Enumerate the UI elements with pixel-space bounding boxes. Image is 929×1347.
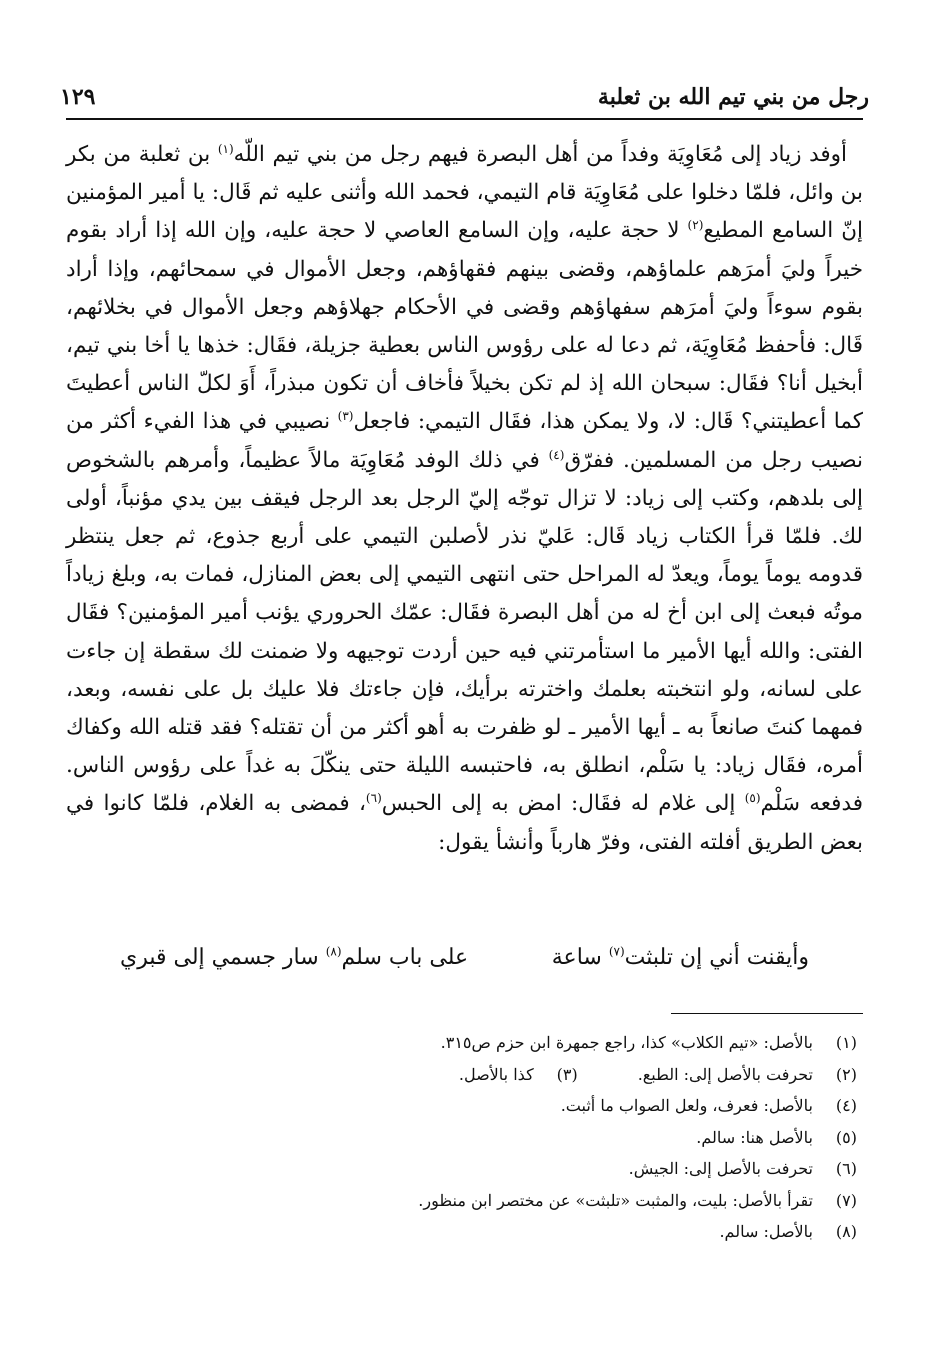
footnote-number: (٧) [835,1190,857,1210]
running-title: رجل من بني تيم الله بن ثعلبة [597,84,869,110]
footnote-ref: (٥) [744,791,761,806]
poem-hemistich-2 [120,945,468,985]
footnotes [66,1027,857,1248]
footnote-ref: (٣) [337,409,354,424]
footnote-text: بالأصل: فعرف، ولعل الصواب ما أثبت. [560,1096,813,1115]
hemistich-text: ساعة [551,945,609,970]
footnote-text: بالأصل: سالم. [719,1222,813,1241]
footnote-ref: (٦) [365,791,382,806]
footnote-text: كذا بالأصل. [458,1064,534,1084]
footnote-number: (٣) [556,1064,578,1084]
main-text [66,136,863,862]
footnote-item [66,1122,857,1154]
text-segment: في ذلك الوفد مُعَاوِيَة مالاً عظيماً، وأمرهم بالشخوص إلى بلدهم، وكتب إلى زياد: لا تزال توجّه إليّ الرجل بعد الرجل فيقف بين يدي مؤنباً، أولى لك. فلمّا قرأ الكتاب زياد قَال: عَليّ نذر لأصلبن التيمي على أربع جذوع، ثم جعل ينتظر قدومه يوماً يوماً، ويعدّ له المراحل حتى انتهى التيمي إلى بعض المنازل، فمات به، وبلغ زياداً موتُه فبعث إلى ابن أخ له من أهل البصرة فقَال: عمّك الحروري يؤنب أمير المؤمنين؟ فقَال الفتى: والله أيها الأمير ما استأمرتني فيه حين أردت توجيهه ولا ضمنت لك سقطة إن جاءت على لسانه، ولو انتخبته بعلمك واخترته برأيك، فإن جاءتك فلا عليك بل على نفسه، وبعد، فمهما كنتَ صانعاً به ـ أيها الأمير ـ لو ظفرت به أهو أكثر من أن تقتله؟ فقد قتله الله وكفاك أمره، فقَال زياد: يا سَلْم، انطلق به، فاحتبسه الليلة حتى ينكّلَ به غداً على رؤوس الناس. فدفعه سَلْم [66,447,864,817]
footnote-text: بالأصل: «تيم الكلاب» كذا، راجع جمهرة ابن حزم ص٣١٥. [440,1033,813,1052]
text-segment: ، فمضى به الغلام، فلمّا كانوا في بعض الطريق أفلته الفتى، وفرّ هارباً وأنشأ يقول: [66,791,863,855]
footnote-ref: (٨) [325,944,342,959]
footnote-number: (١) [835,1033,857,1052]
footnote-item [66,1153,857,1185]
footnote-number: (٤) [835,1096,857,1115]
header-rule [66,118,863,120]
footnote-number: (٥) [835,1127,857,1147]
text-segment: نصيبي في هذا الفيء أكثر من نصيب رجل من المسلمين. ففرّق [66,409,863,473]
footnote-text: تقرأ بالأصل: بليت، والمثبت «تلبثت» عن مختصر ابن منظور. [418,1190,813,1210]
hemistich-text: سار جسمي إلى قبري [120,945,326,970]
footnote-separator [671,1013,863,1014]
page-number: ١٢٩ [60,84,96,110]
footnote-ref: (٢) [687,218,704,233]
footnote-number: (٢) [835,1064,857,1084]
text-segment: أوفد زياد إلى مُعَاوِيَة وفداً من أهل البصرة فيهم رجل من بني تيم اللّه [233,142,847,167]
footnote-ref: (٤) [548,447,565,462]
text-segment: إلى غلام له فقَال: امض به إلى الحبس [381,791,745,817]
hemistich-text: على باب سلم [341,945,469,970]
hemistich-text: وأيقنت أني إن تلبثت [624,945,809,970]
text-segment: بن ثعلبة من بكر بن وائل، فلمّا دخلوا على مُعَاوِيَة قام التيمي، فحمد الله وأثنى عليه ثم قَال: يا أمير المؤمنين إنّ السامع المطيع [66,142,863,244]
footnote-item [66,1027,857,1059]
poem-hemistich-1 [552,945,809,985]
poem-verse [120,945,809,985]
footnote-text: تحرفت بالأصل إلى: الجيش. [628,1159,813,1178]
footnote-item [66,1090,857,1122]
footnote-number: (٨) [835,1222,857,1241]
footnote-text: تحرفت بالأصل إلى: الطبع. [637,1064,813,1084]
text-segment: لا حجة عليه، وإن السامع العاصي لا حجة عليه، وإن الله إذا أراد بقوم خيراً وليَ أمرَهم علماؤهم، وقضى بينهم فقهاؤهم، وجعل الأموال في سمحائهم، وإذا أراد بقوم سوءاً وليَ أمرَهم سفهاؤهم وقضى في الأحكام جهلاؤهم وجعل الأموال في بخلائهم، قَال: فأحفظ مُعَاوِيَة، ثم دعا له على رؤوس الناس بعطية جزيلة، فقَال: خذها يا أخا بني تيم، أبخيل أنا؟ فقَال: سبحان الله إذ لم تكن بخيلاً فأخاف أن تكون مبذراً، أَوَ لكلّ الناس أعطيتَ كما أعطيتني؟ قَال: لا، ولا يمكن هذا، فقَال التيمي: فاجعل [66,218,863,435]
footnote-item [66,1216,857,1248]
footnote-item [66,1059,857,1091]
footnote-ref: (١) [217,141,234,156]
footnote-item [66,1185,857,1217]
body-paragraph [66,136,863,862]
footnote-ref: (٧) [608,944,625,959]
footnote-text: بالأصل هنا: سالم. [696,1127,813,1147]
footnote-number: (٦) [835,1159,857,1178]
page-header [60,70,869,110]
